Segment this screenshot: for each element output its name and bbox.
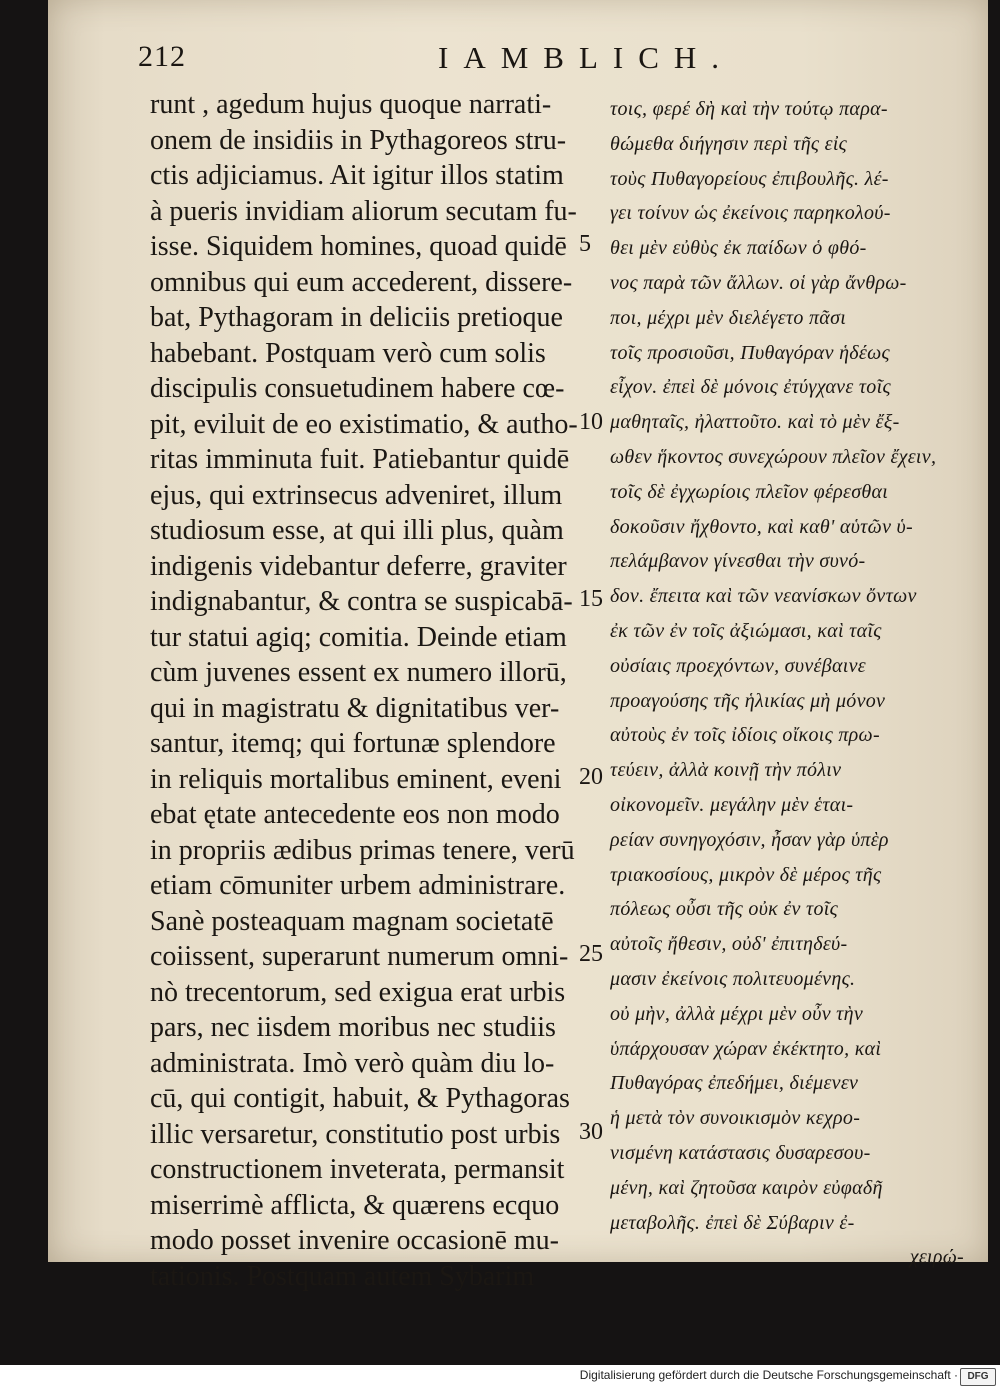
latin-line: cū, qui contigit, habuit, & Pythagoras [150, 1083, 570, 1114]
greek-line: ὑπάρχουσαν χώραν ἐκέκτητο, καὶ [610, 1037, 882, 1060]
greek-line: τριακοσίους, μικρὸν δὲ μέρος τῆς [610, 863, 882, 886]
latin-line: qui in magistratu & dignitatibus ver- [150, 692, 560, 724]
greek-line: τοῖς προσιοῦσι, Πυθαγόραν ἡδέως [610, 341, 890, 364]
digitization-credit: Digitalisierung gefördert durch die Deutsche Forschungsgemeinschaft · [579, 1368, 958, 1382]
latin-line: pars, nec iisdem moribus nec studiis [150, 1012, 556, 1043]
greek-line: αὐτοῖς ἤθεσιν, οὐδ' ἐπιτηδεύ- [610, 933, 848, 956]
latin-line: habebant. Postquam verò cum solis [150, 337, 546, 369]
latin-line: indignabantur, & contra se suspicabā- [150, 586, 573, 617]
line-number: 5 [579, 231, 591, 257]
latin-line: studiosum esse, at qui illi plus, quàm [150, 515, 564, 546]
greek-line: μένη, καὶ ζητοῦσα καιρὸν εὐφαδῆ [610, 1176, 883, 1199]
latin-line: onem de insidiis in Pythagoreos stru- [150, 124, 567, 156]
greek-line: γει τοίνυν ὡς ἐκείνοις παρηκολού- [610, 202, 891, 225]
dfg-logo: DFG [960, 1368, 996, 1386]
footer-bar [0, 1365, 1000, 1389]
greek-line: ἡ μετὰ τὸν συνοικισμὸν κεχρο- [610, 1107, 861, 1130]
greek-line: θώμεθα διήγησιν περὶ τῆς εἰς [610, 132, 848, 155]
greek-line: πόλεως οὖσι τῆς οὐκ ἐν τοῖς [610, 898, 839, 921]
greek-line: οὐ μὴν, ἀλλὰ μέχρι μὲν οὖν τὴν [610, 1002, 864, 1025]
greek-line: αὐτοὺς ἐν τοῖς ἰδίοις οἴκοις πρω- [610, 724, 880, 747]
latin-line: nò trecentorum, sed exigua erat urbis [150, 976, 566, 1008]
greek-line: δοκοῦσιν ἤχθοντο, καὶ καθ' αὑτῶν ὑ- [610, 515, 913, 538]
greek-line: μασιν ἐκείνοις πολιτευομένης. [610, 967, 856, 990]
latin-line: modo posset invenire occasionē mu- [150, 1225, 560, 1256]
latin-line: Sanè posteaquam magnam societatē [150, 905, 554, 937]
greek-line: ωθεν ἥκοντος συνεχώρουν πλεῖον ἔχειν, [610, 445, 937, 468]
latin-line: etiam cōmuniter urbem administrare. [150, 870, 566, 901]
latin-line: ctis adjiciamus. Ait igitur illos statim [150, 160, 564, 191]
greek-line: τοις, φερέ δὴ καὶ τὴν τούτῳ παρα- [610, 98, 888, 120]
latin-line: runt , agedum hujus quoque narrati- [150, 89, 552, 120]
latin-line: pit, eviluit de eo existimatio, & autho- [150, 408, 578, 440]
greek-text-column [610, 92, 972, 1275]
latin-line: coiissent, superarunt numerum omni- [150, 941, 569, 972]
greek-line: τοὺς Πυθαγορείους ἐπιβουλῆς. λέ- [610, 167, 889, 190]
greek-line: προαγούσης τῆς ἡλικίας μὴ μόνον [610, 689, 886, 712]
greek-line: τοῖς δὲ ἐγχωρίοις πλεῖον φέρεσθαι [610, 480, 889, 503]
greek-line: Πυθαγόρας ἐπεδήμει, διέμενεν [610, 1072, 859, 1095]
latin-line: in propriis ædibus primas tenere, verū [150, 834, 575, 866]
latin-line: omnibus qui eum accederent, dissere- [150, 266, 573, 298]
latin-line: ritas imminuta fuit. Patiebantur quidē [150, 444, 570, 475]
greek-line: θει μὲν εὐθὺς ἐκ παίδων ὁ φθό- [610, 237, 867, 260]
latin-line: miserrimè afflicta, & quærens ecquo [150, 1189, 560, 1221]
line-number: 10 [579, 408, 603, 435]
greek-line: ρείαν συνηγοχόσιν, ἦσαν γὰρ ὑπὲρ [610, 828, 889, 851]
greek-line: οὐσίαις προεχόντων, συνέβαινε [610, 654, 866, 677]
latin-line: constructionem inveterata, permansit [150, 1154, 565, 1185]
latin-line: santur, itemq; qui fortunæ splendore [150, 728, 556, 759]
page-number: 212 [138, 40, 186, 73]
page-header [138, 38, 958, 80]
catchword: χειρώ- [909, 1246, 964, 1269]
line-number: 25 [579, 941, 603, 967]
latin-line: cùm juvenes essent ex numero illorū, [150, 657, 567, 688]
latin-line: discipulis consuetudinem habere cœ- [150, 373, 565, 404]
greek-line: πελάμβανον γίνεσθαι τὴν συνό- [610, 550, 866, 573]
line-number: 30 [579, 1118, 603, 1145]
greek-line: τεύειν, ἀλλὰ κοινῇ τὴν πόλιν [610, 759, 842, 782]
greek-line: ποι, μέχρι μὲν διελέγετο πᾶσι [610, 306, 847, 329]
latin-text-column [150, 87, 580, 1294]
greek-line: δον. ἔπειτα καὶ τῶν νεανίσκων ὄντων [610, 585, 917, 608]
greek-line: μεταβολῆς. ἐπεὶ δὲ Σύβαριν ἐ- [610, 1211, 855, 1234]
latin-line: ejus, qui extrinsecus adveniret, illum [150, 479, 563, 511]
latin-line: indigenis videbantur deferre, graviter [150, 550, 567, 582]
line-number: 15 [579, 586, 603, 612]
greek-line: νισμένη κατάστασις δυσαρεσου- [610, 1141, 871, 1164]
running-title: IAMBLICH. [438, 40, 735, 75]
latin-line: in reliquis mortalibus eminent, eveni [150, 763, 562, 795]
greek-line: νος παρὰ τῶν ἄλλων. οἱ γὰρ ἄνθρω- [610, 271, 907, 294]
greek-line: ἐκ τῶν ἐν τοῖς ἀξιώμασι, καὶ ταῖς [610, 619, 882, 642]
latin-line: administrata. Imò verò quàm diu lo- [150, 1047, 555, 1079]
greek-line: εἶχον. ἐπεὶ δὲ μόνοις ἐτύγχανε τοῖς [610, 376, 891, 399]
latin-line: isse. Siquidem homines, quoad quidē [150, 231, 567, 262]
latin-line: bat, Pythagoram in deliciis pretioque [150, 302, 563, 333]
latin-line: ebat ętate antecedente eos non modo [150, 799, 560, 830]
line-number: 20 [579, 763, 603, 790]
latin-line: illic versaretur, constitutio post urbis [150, 1118, 561, 1150]
latin-line: tationis. Postquam autem Sybarim [150, 1260, 535, 1292]
latin-line: à pueris invidiam aliorum secutam fu- [150, 195, 577, 227]
greek-line: μαθηταῖς, ἠλαττοῦτο. καὶ τὸ μὲν ἔξ- [610, 411, 900, 434]
latin-line: tur statui agiq; comitia. Deinde etiam [150, 621, 567, 653]
greek-line: οἰκονομεῖν. μεγάλην μὲν ἑται- [610, 793, 854, 816]
